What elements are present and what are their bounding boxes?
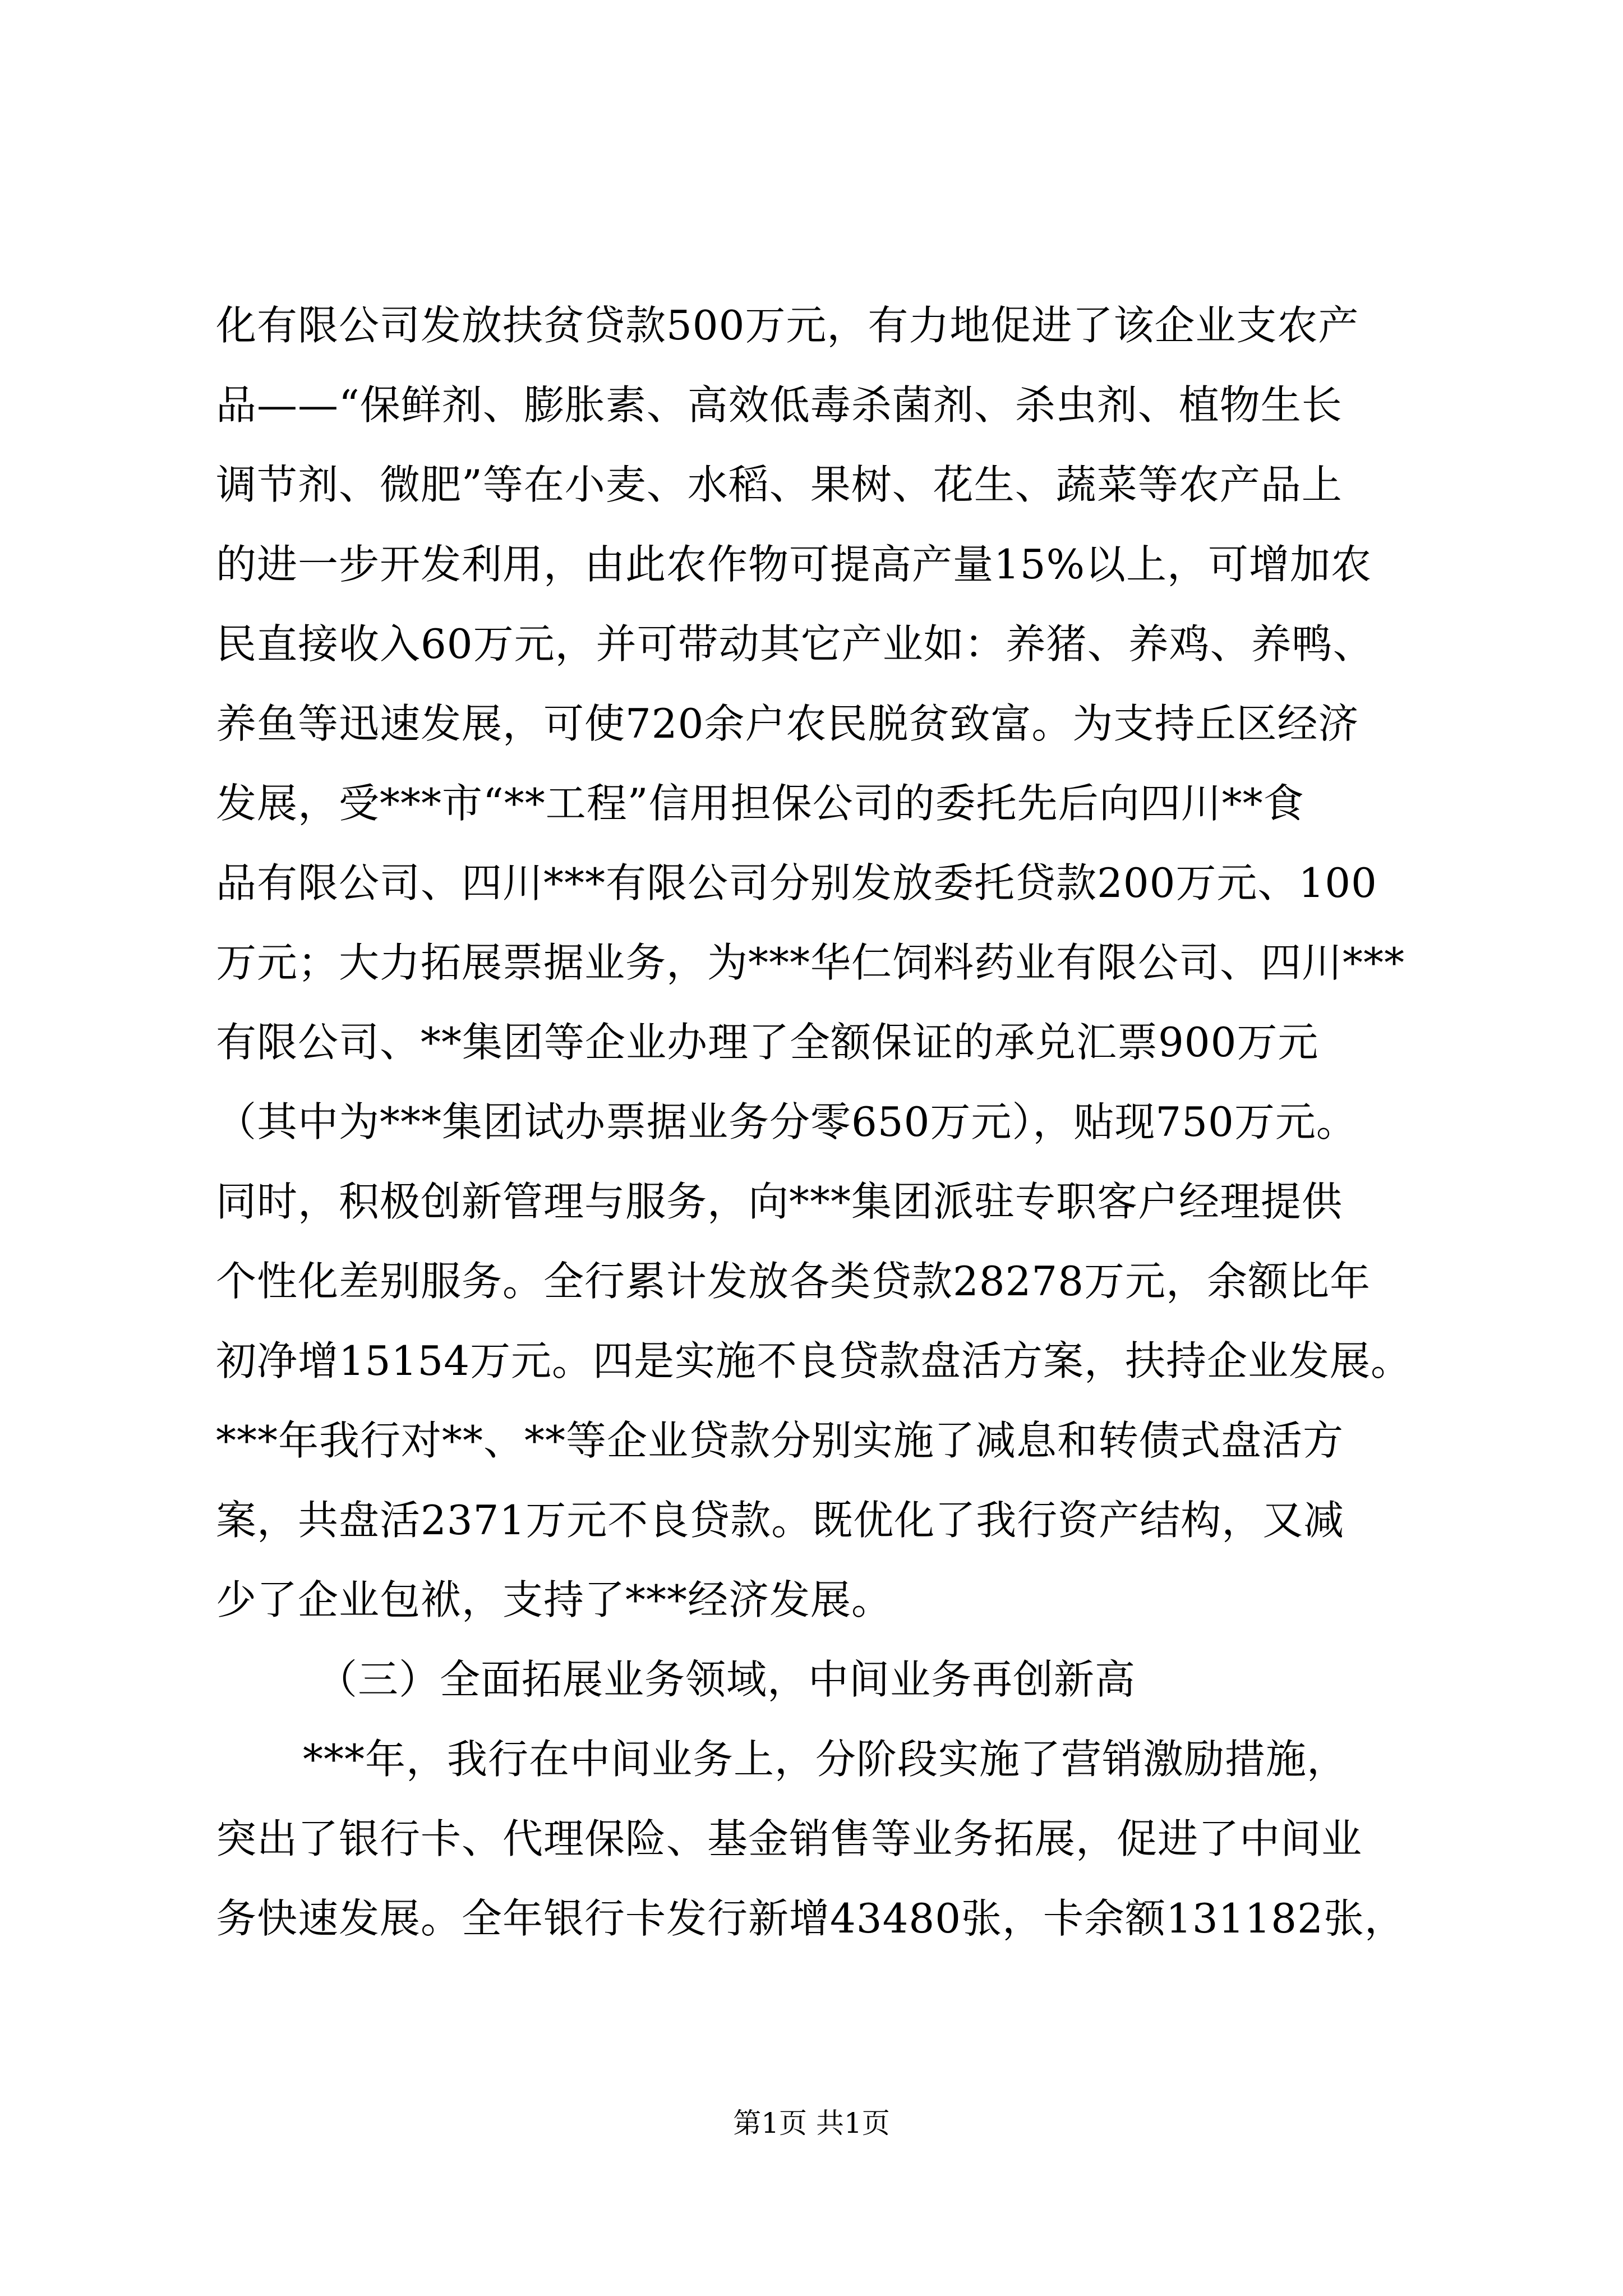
body-line: （其中为***集团试办票据业务分零650万元），贴现750万元。 (216, 1098, 1357, 1145)
body-line: 品——“保鲜剂、膨胀素、高效低毒杀菌剂、杀虫剂、植物生长 (216, 381, 1343, 429)
body-line: 突出了银行卡、代理保险、基金销售等业务拓展，促进了中间业 (216, 1815, 1363, 1862)
body-line: 化有限公司发放扶贫贷款500万元，有力地促进了该企业支农产 (216, 302, 1359, 349)
body-line: 初净增15154万元。四是实施不良贷款盘活方案，扶持企业发展。 (216, 1337, 1412, 1384)
body-line: 案，共盘活2371万元不良贷款。既优化了我行资产结构，又减 (216, 1497, 1345, 1544)
body-line: 同时，积极创新管理与服务，向***集团派驻专职客户经理提供 (216, 1178, 1343, 1225)
body-line: 民直接收入60万元，并可带动其它产业如：养猪、养鸡、养鸭、 (216, 620, 1374, 668)
body-line: 品有限公司、四川***有限公司分别发放委托贷款200万元、100 (216, 859, 1377, 907)
body-line: 的进一步开发利用，由此农作物可提高产量15%以上，可增加农 (216, 541, 1372, 588)
body-line: 个性化差别服务。全行累计发放各类贷款28278万元，余额比年 (216, 1258, 1371, 1305)
body-line: 有限公司、**集团等企业办理了全额保证的承兑汇票900万元 (216, 1019, 1319, 1066)
body-line: 养鱼等迅速发展，可使720余户农民脱贫致富。为支持丘区经济 (216, 700, 1359, 747)
body-line: ***年，我行在中间业务上，分阶段实施了营销激励措施， (303, 1736, 1348, 1783)
body-line: 调节剂、微肥”等在小麦、水稻、果树、花生、蔬菜等农产品上 (216, 461, 1343, 508)
page-footer: 第1页 共1页 (733, 2107, 890, 2139)
body-line: ***年我行对**、**等企业贷款分别实施了减息和转债式盘活方 (216, 1417, 1344, 1464)
body-line: 少了企业包袱，支持了***经济发展。 (216, 1576, 893, 1623)
section-heading: （三）全面拓展业务领域，中间业务再创新高 (317, 1656, 1136, 1703)
body-line: 万元；大力拓展票据业务，为***华仁饲料药业有限公司、四川*** (216, 939, 1405, 986)
body-line: 务快速发展。全年银行卡发行新增43480张，卡余额131182张， (216, 1895, 1405, 1942)
body-line: 发展，受***市“**工程”信用担保公司的委托先后向四川**食 (216, 780, 1304, 827)
